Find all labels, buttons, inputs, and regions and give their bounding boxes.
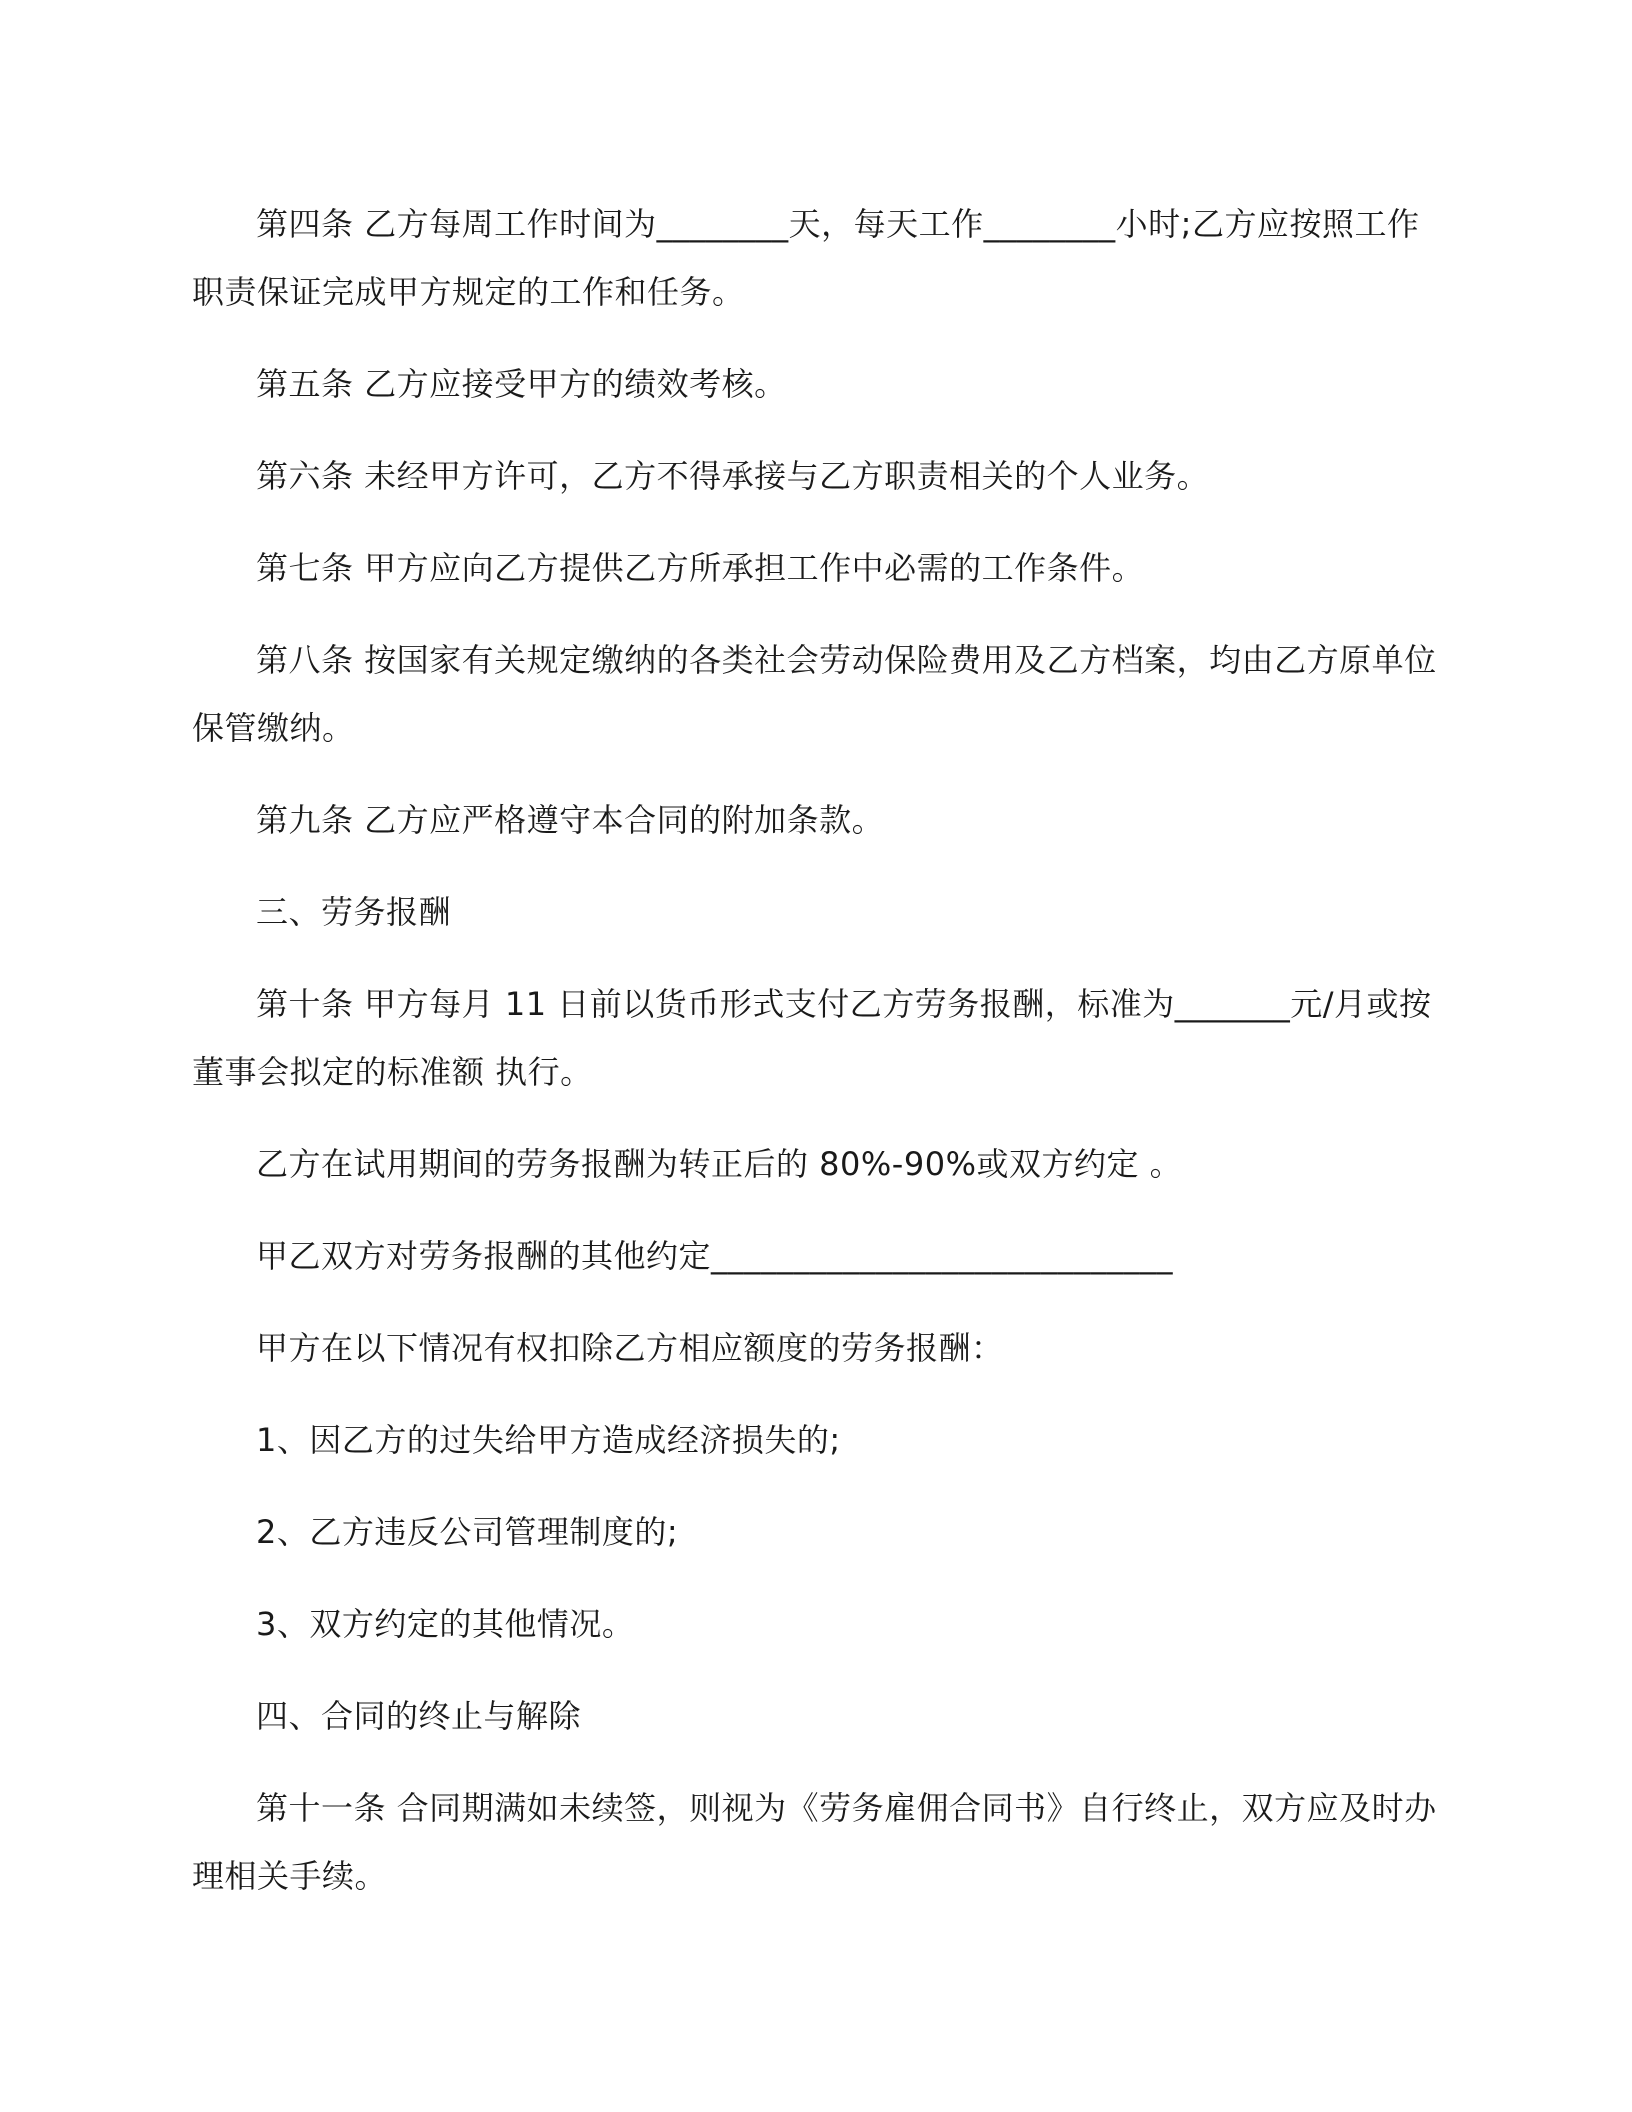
clause-5-paragraph: 第五条 乙方应接受甲方的绩效考核。 — [256, 365, 787, 403]
document-body — [192, 190, 1440, 1934]
section-4-heading: 四、合同的终止与解除 — [256, 1697, 582, 1735]
other-agreement-paragraph: 甲乙双方对劳务报酬的其他约定____________________________ — [256, 1237, 1174, 1275]
clause-11-paragraph: 第十一条 合同期满如未续签，则视为《劳务雇佣合同书》自行终止，双方应及时办理相关手续。 — [192, 1789, 1437, 1895]
deduction-item-3: 3、双方约定的其他情况。 — [256, 1605, 635, 1643]
deduction-item-1: 1、因乙方的过失给甲方造成经济损失的; — [256, 1421, 841, 1459]
clause-4-paragraph: 第四条 乙方每周工作时间为________天，每天工作________小时;乙方应按照工作职责保证完成甲方规定的工作和任务。 — [192, 205, 1420, 311]
section-3-heading: 三、劳务报酬 — [256, 893, 452, 931]
clause-7-paragraph: 第七条 甲方应向乙方提供乙方所承担工作中必需的工作条件。 — [256, 549, 1145, 587]
deduction-item-2: 2、乙方违反公司管理制度的; — [256, 1513, 679, 1551]
deduction-intro-paragraph: 甲方在以下情况有权扣除乙方相应额度的劳务报酬： — [256, 1329, 1004, 1367]
clause-8-paragraph: 第八条 按国家有关规定缴纳的各类社会劳动保险费用及乙方档案，均由乙方原单位保管缴纳。 — [192, 641, 1437, 747]
clause-9-paragraph: 第九条 乙方应严格遵守本合同的附加条款。 — [256, 801, 885, 839]
probation-pay-paragraph: 乙方在试用期间的劳务报酬为转正后的 80%-90%或双方约定 。 — [256, 1145, 1183, 1183]
clause-6-paragraph: 第六条 未经甲方许可，乙方不得承接与乙方职责相关的个人业务。 — [256, 457, 1210, 495]
clause-10-paragraph: 第十条 甲方每月 11 日前以货币形式支付乙方劳务报酬，标准为_______元/月或按董事会拟定的标准额 执行。 — [192, 985, 1432, 1091]
